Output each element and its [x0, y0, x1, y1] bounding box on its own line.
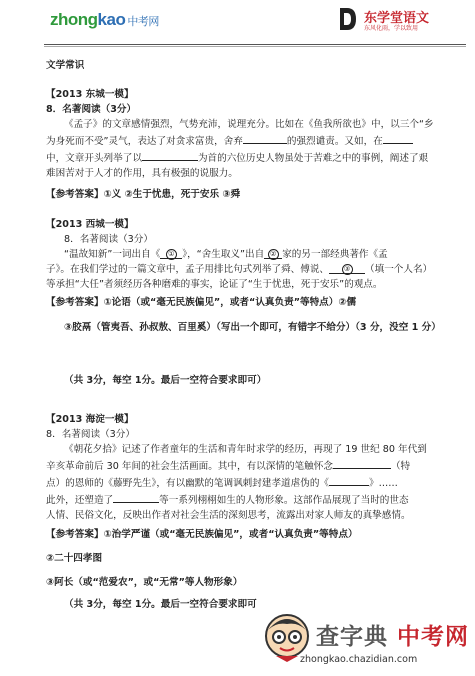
blank-3: [113, 491, 159, 503]
blank-2: [329, 474, 369, 486]
answer-line: ②二十四孝图: [46, 553, 103, 564]
logo-text-cn: 中考网: [127, 16, 159, 28]
logo-right-subtitle: 东风化雨，学以致用: [364, 25, 419, 32]
section-tag: 【2013 西城一模】: [46, 219, 134, 230]
blank-circled-2: ②: [264, 247, 282, 259]
blank-3: [142, 149, 198, 161]
answer-line: 【参考答案】①论语（或“毫无民族偏见”，或者“认真负责”等特点）②儒: [46, 297, 357, 308]
section-tag: 【2013 海淀一模】: [46, 414, 134, 425]
answer-line: ③阿长（或“范爱农”，或“无常”等人物形象）: [46, 577, 243, 588]
paragraph-line: 《孟子》的文章感情强烈，气势充沛，说理充分。比如在《鱼我所欲也》中，以三个“乡: [64, 119, 434, 130]
header-divider-thin: [44, 46, 466, 47]
page-header: [0, 0, 475, 48]
paragraph-line: 点）的恩师的《藤野先生》，有以幽默的笔调讽刺封建孝道虐伪的《 》……: [46, 474, 456, 491]
answer-line: ③胶鬲（管夷吾、孙叔敖、百里奚）（写出一个即可，有错字不给分）（3 分，没空 1 分）: [64, 322, 441, 333]
blank-circled-3: ③: [329, 262, 365, 274]
paragraph-line: 等承担“大任”者须经历各种磨难的事实，论证了“生于忧患，死于安乐”的观点。: [46, 279, 383, 290]
d-mark-icon: [338, 6, 358, 32]
question-heading: 8．名著阅读（3分）: [64, 234, 153, 245]
logo-right-title: 东学堂语文: [364, 11, 430, 26]
paragraph-line: 子》。在我们学过的一篇文章中，孟子用排比句式列举了舜、傅说、 ③ （填一个人名）: [46, 264, 433, 275]
section-tag: 【2013 东城一模】: [46, 89, 134, 100]
paragraph-line: 为身死而不受”灵气，表达了对贪求富贵，舍弃 的强烈谴责。又如，在: [46, 132, 456, 149]
watermark-brand: 查字典 中考网: [316, 624, 470, 650]
blank-1: [243, 132, 287, 144]
paragraph-line: 难困苦对于人才的作用，具有极强的说服力。: [46, 168, 238, 179]
question-heading: 8．名著阅读（3分）: [46, 104, 137, 115]
paragraph-line: 中，文章开头列举了以 为首的六位历史人物虽处于苦难之中的事例，阐述了艰: [46, 149, 456, 166]
zhongkao-logo[interactable]: [50, 10, 159, 30]
chazidian-watermark[interactable]: [262, 612, 470, 672]
blank-1: [333, 457, 391, 469]
answer-line: 【参考答案】①治学严谨（或“毫无民族偏见”，或者“认真负责”等特点）: [46, 529, 358, 540]
watermark-url: zhongkao.chazidian.com: [300, 654, 418, 665]
header-divider: [44, 44, 466, 45]
paragraph-line: 《朝花夕拾》记述了作者童年的生活和青年时求学的经历，再现了 19 世纪 80 年代到: [64, 444, 427, 455]
paragraph-line: 辛亥革命前后 30 年间的社会生活画面。其中，有以深情的笔触怀念 （特: [46, 457, 456, 474]
logo-text-kao: kao: [97, 10, 126, 29]
doc-title: 文学常识: [46, 60, 85, 71]
logo-text-zhong: zhong: [50, 10, 98, 29]
document-body: [46, 58, 456, 612]
paragraph-line: “温故知新”一词出自《 ① 》，“舍生取义”出自 ② 家的另一部经典著作《孟: [64, 249, 388, 260]
blank-2: [383, 132, 413, 144]
answer-note: （共 3分，每空 1分。最后一空符合要求即可）: [64, 375, 267, 386]
question-heading: 8．名著阅读（3分）: [46, 429, 135, 440]
answer-note: （共 3分，每空 1分。最后一空符合要求即可: [64, 599, 257, 610]
dongxuetang-logo[interactable]: [338, 6, 460, 34]
paragraph-line: 人情、民俗文化，反映出作者对社会生活的深刻思考，流露出对家人师友的真挚感情。: [46, 510, 411, 521]
answer-line: 【参考答案】①义 ②生于忧患，死于安乐 ③舜: [46, 189, 241, 200]
blank-circled-1: ①: [160, 247, 182, 259]
paragraph-line: 此外，还塑造了 等一系列栩栩如生的人物形象。这部作品展现了当时的世态: [46, 491, 456, 508]
